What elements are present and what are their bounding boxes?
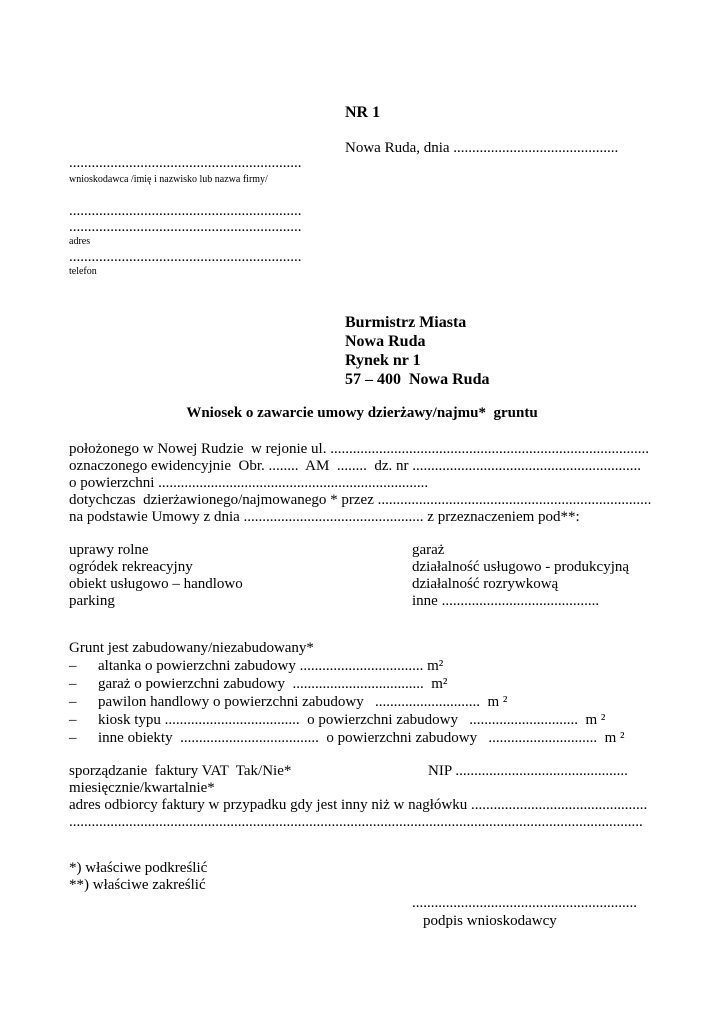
contract-date-line[interactable]: na podstawie Umowy z dnia ................................................ z przeznaczeniem pod**: <box>69 509 580 525</box>
signature-label: podpis wnioskodawcy <box>423 913 557 929</box>
place-date-field[interactable]: Nowa Ruda, dnia ............................................ <box>345 140 619 156</box>
list-dash: – <box>69 730 77 746</box>
applicant-phone-field[interactable]: .............................................................. <box>69 249 302 265</box>
list-dash: – <box>69 658 77 674</box>
nip-field[interactable]: NIP .............................................. <box>428 763 628 779</box>
recipient-line-3: Rynek nr 1 <box>345 352 421 369</box>
building-item[interactable] <box>69 658 443 675</box>
applicant-name-label: wnioskodawca /imię i nazwisko lub nazwa firmy/ <box>69 174 268 185</box>
signature-field[interactable]: ............................................................ <box>412 895 637 911</box>
purpose-option[interactable]: garaż <box>412 542 445 558</box>
purpose-option[interactable]: obiekt usługowo – handlowo <box>69 576 243 592</box>
cadastral-line[interactable]: oznaczonego ewidencyjnie Obr. ........ AM ........ dz. nr ............................................................. <box>69 458 641 474</box>
purpose-option[interactable]: działalność usługowo - produkcyjną <box>412 559 630 575</box>
list-dash: – <box>69 712 77 728</box>
applicant-name-field[interactable]: .............................................................. <box>69 155 302 171</box>
recipient-line-1: Burmistrz Miasta <box>345 314 467 331</box>
building-item-text: garaż o powierzchni zabudowy ................................... m² <box>98 676 448 692</box>
purpose-option[interactable]: działalność rozrywkową <box>412 576 559 592</box>
recipient-line-4: 57 – 400 Nowa Ruda <box>345 371 490 388</box>
purpose-option[interactable]: ogródek rekreacyjny <box>69 559 193 575</box>
list-dash: – <box>69 676 77 692</box>
building-item[interactable] <box>69 676 447 693</box>
buildings-heading[interactable]: Grunt jest zabudowany/niezabudowany* <box>69 640 314 656</box>
building-item-text: inne obiekty ..................................... o powierzchni zabudowy ............................. m ² <box>98 730 625 746</box>
purpose-option[interactable]: uprawy rolne <box>69 542 149 558</box>
applicant-address-field-1[interactable]: .............................................................. <box>69 203 302 219</box>
location-line[interactable]: położonego w Nowej Rudzie w rejonie ul. ..................................................................................... <box>69 441 649 457</box>
purpose-option[interactable]: parking <box>69 593 115 609</box>
building-item-text: altanka o powierzchni zabudowy ................................. m² <box>98 658 444 674</box>
vat-invoice-option[interactable]: sporządzanie faktury VAT Tak/Nie* <box>69 763 292 779</box>
purpose-option-other[interactable]: inne .......................................... <box>412 593 600 609</box>
area-line[interactable]: o powierzchni ........................................................................ <box>69 475 429 491</box>
invoice-address-continuation[interactable]: ......................................................................................................................................................... <box>69 814 643 830</box>
footnote-circle: **) właściwe zakreślić <box>69 877 206 893</box>
list-dash: – <box>69 694 77 710</box>
applicant-address-label: adres <box>69 236 91 247</box>
building-item[interactable] <box>69 694 507 711</box>
previous-tenant-line[interactable]: dotychczas dzierżawionego/najmowanego * przez ......................................................................... <box>69 492 652 508</box>
applicant-address-field-2[interactable]: .............................................................. <box>69 219 302 235</box>
footnote-underline: *) właściwe podkreślić <box>69 860 208 876</box>
invoice-address-field[interactable]: adres odbiorcy faktury w przypadku gdy jest inny niż w nagłówku ............................................... <box>69 797 648 813</box>
applicant-phone-label: telefon <box>69 266 97 277</box>
recipient-line-2: Nowa Ruda <box>345 333 426 350</box>
document-number: NR 1 <box>345 104 381 121</box>
building-item-text: pawilon handlowy o powierzchni zabudowy ............................ m ² <box>98 694 508 710</box>
invoice-frequency-option[interactable]: miesięcznie/kwartalnie* <box>69 780 215 796</box>
building-item[interactable] <box>69 712 605 729</box>
building-item-text: kiosk typu .................................... o powierzchni zabudowy ............................. m ² <box>98 712 606 728</box>
building-item[interactable] <box>69 730 625 747</box>
form-title: Wniosek o zawarcie umowy dzierżawy/najmu* gruntu <box>186 405 538 421</box>
